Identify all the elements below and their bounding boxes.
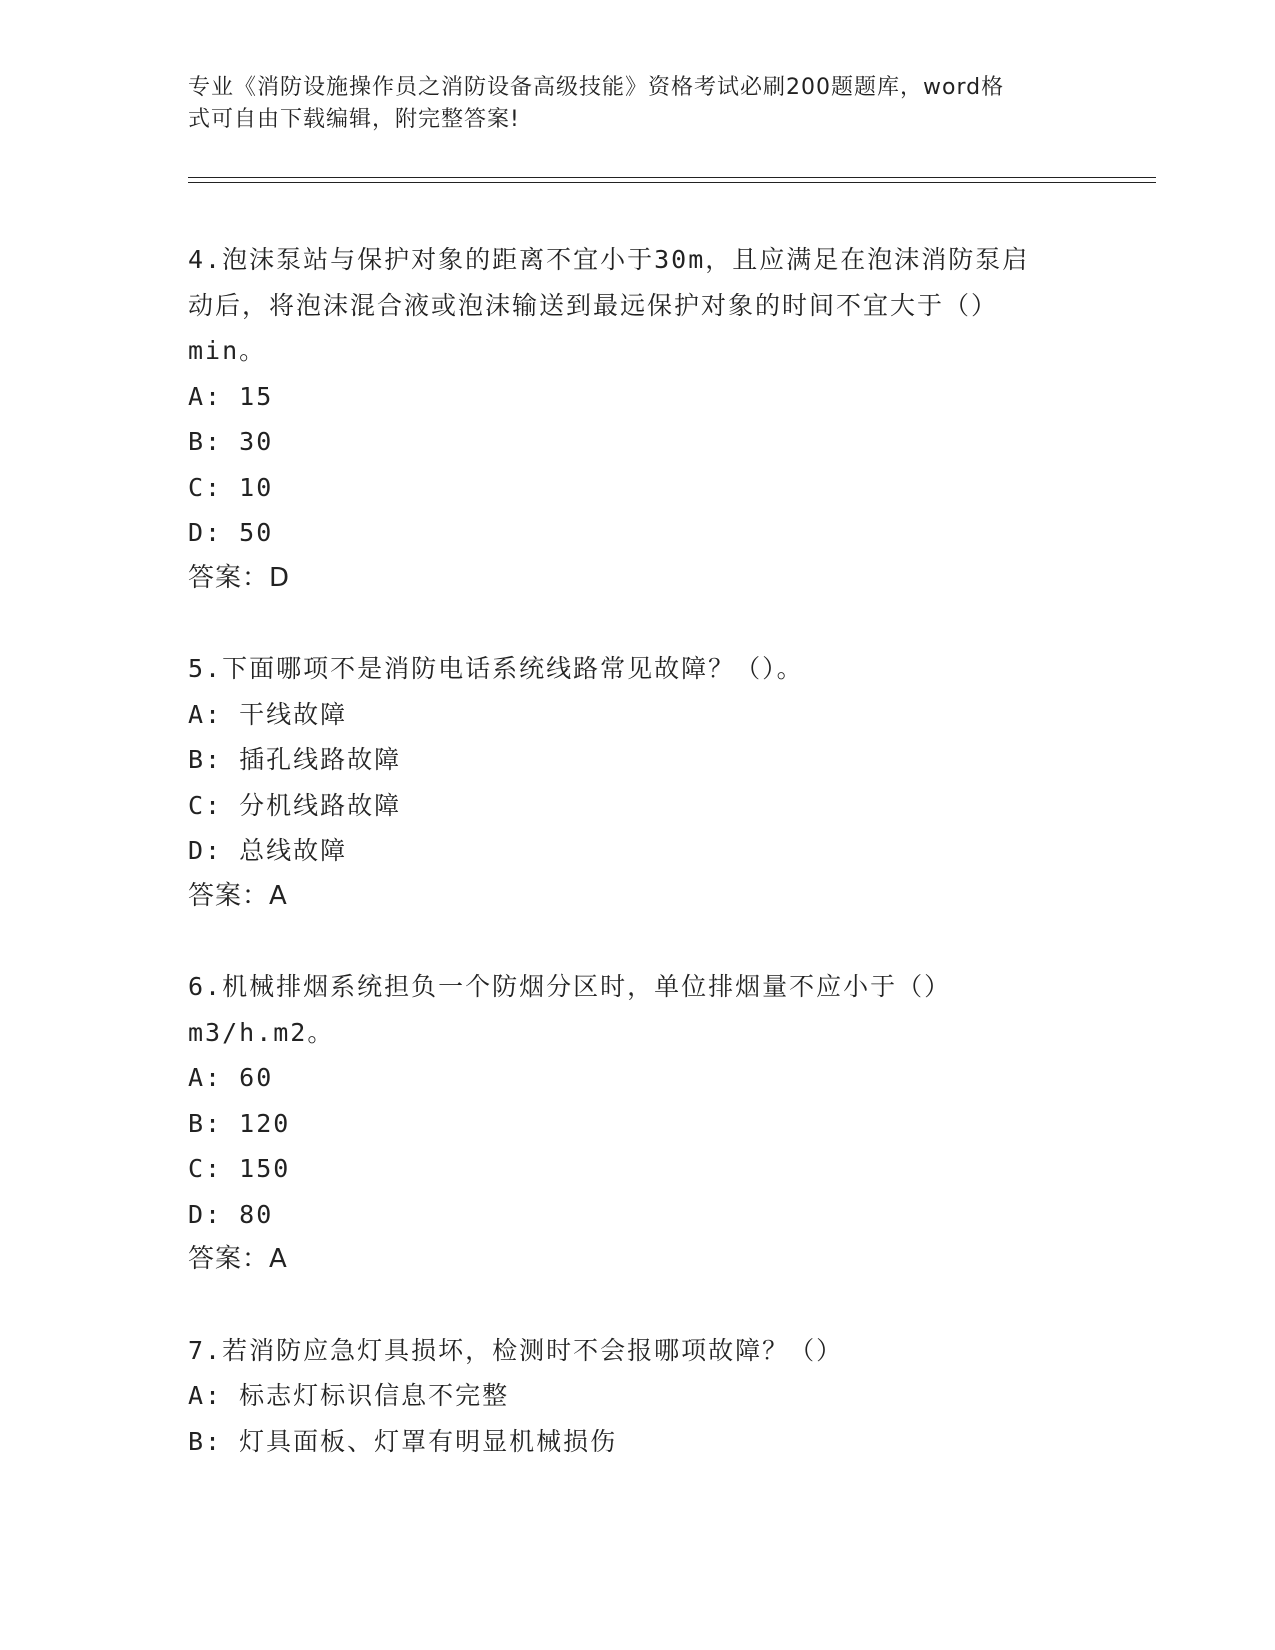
option-a: A: 60: [188, 1063, 274, 1092]
header-line: 式可自由下载编辑，附完整答案!: [188, 107, 520, 132]
question-text-line: 6.机械排烟系统担负一个防烟分区时，单位排烟量不应小于（）: [188, 972, 952, 1001]
question-4: [188, 237, 1088, 601]
header-divider-top: [188, 177, 1156, 178]
question-5: [188, 646, 1088, 919]
question-text-line: 4.泡沫泵站与保护对象的距离不宜小于30m，且应满足在泡沫消防泵启: [188, 245, 1030, 274]
option-a: A: 15: [188, 381, 274, 411]
option-a: A: 标志灯标识信息不完整: [188, 1381, 510, 1410]
option-b: B: 120: [188, 1108, 291, 1138]
question-7: [188, 1328, 1088, 1465]
option-c: C: 150: [188, 1154, 291, 1183]
question-6: [188, 964, 1088, 1283]
document-header: [188, 72, 1068, 136]
answer-line: 答案：A: [188, 1244, 288, 1274]
header-line: 专业《消防设施操作员之消防设备高级技能》资格考试必刷200题题库，word格: [188, 75, 1005, 100]
question-text-line: 动后，将泡沫混合液或泡沫输送到最远保护对象的时间不宜大于（）: [188, 290, 999, 320]
option-c: C: 分机线路故障: [188, 790, 402, 820]
option-a: A: 干线故障: [188, 699, 348, 729]
option-d: D: 50: [188, 518, 274, 547]
option-b: B: 30: [188, 427, 274, 456]
question-text-line: 5.下面哪项不是消防电话系统线路常见故障？（）。: [188, 654, 804, 683]
option-b: B: 插孔线路故障: [188, 745, 402, 774]
option-b: B: 灯具面板、灯罩有明显机械损伤: [188, 1426, 618, 1456]
answer-line: 答案：D: [188, 562, 291, 593]
question-list: [188, 237, 1088, 1509]
option-d: D: 80: [188, 1199, 274, 1229]
option-c: C: 10: [188, 472, 274, 502]
answer-line: 答案：A: [188, 880, 288, 911]
question-text-line: 7.若消防应急灯具损坏，检测时不会报哪项故障？（）: [188, 1335, 844, 1365]
header-divider-bottom: [188, 182, 1156, 183]
question-text-line: min。: [188, 336, 267, 365]
option-d: D: 总线故障: [188, 836, 348, 865]
question-text-line: m3/h.m2。: [188, 1017, 335, 1047]
